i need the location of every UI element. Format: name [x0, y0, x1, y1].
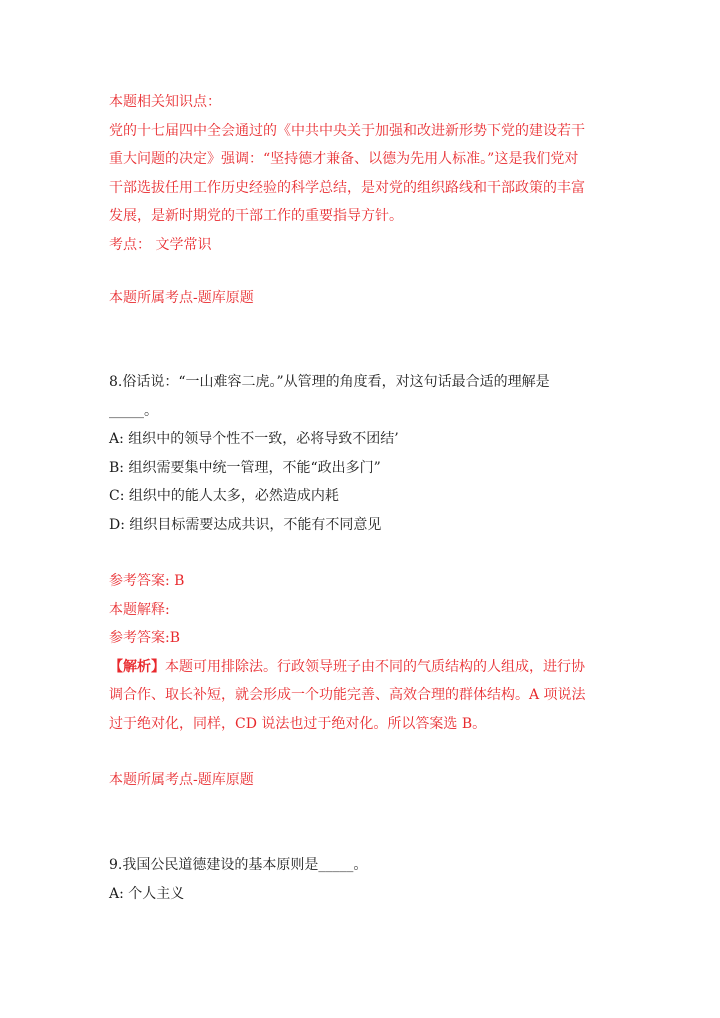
- analysis-tag: 【解析】: [109, 658, 165, 675]
- question-stem: 9.我国公民道德建设的基本原则是_____。: [109, 857, 368, 873]
- question-8: [109, 368, 621, 539]
- option-b: B: 组织需要集中统一管理，不能“政出多门”: [109, 459, 381, 476]
- knowledge-line: 发展，是新时期党的干部工作的重要指导方针。: [109, 208, 403, 224]
- stem-end: 。: [144, 402, 158, 419]
- answer-blank: _____: [318, 857, 354, 873]
- option-d: D: 组织目标需要达成共识，不能有不同意见: [109, 516, 382, 533]
- analysis-line: 过于绝对化，同样，CD 说法也过于绝对化。所以答案选 B。: [109, 715, 487, 732]
- source-tag: 本题所属考点-题库原题: [109, 290, 254, 306]
- q8-answer-section: [109, 567, 621, 738]
- knowledge-line: 重大问题的决定》强调：“坚持德才兼备、以德为先用人标准。”这是我们党对: [109, 151, 579, 167]
- question-stem-blank-line: [109, 397, 621, 426]
- stem-end: 。: [353, 857, 368, 873]
- option-c: C: 组织中的能人太多，必然造成内耗: [109, 488, 339, 504]
- knowledge-heading: 本题相关知识点：: [109, 94, 221, 110]
- explanation-heading: 本题解释:: [109, 601, 170, 618]
- analysis-line: 调合作、取长补短，就会形成一个功能完善、高效合理的群体结构。A 项说法: [109, 687, 586, 703]
- question-stem: 8.俗话说：“一山难容二虎。”从管理的角度看，对这句话最合适的理解是: [109, 374, 550, 390]
- kaodian-label: 考点： 文学常识: [109, 236, 212, 253]
- answer-blank: _____: [109, 402, 144, 419]
- question-9: [109, 851, 621, 908]
- option-a: A: 个人主义: [109, 885, 185, 902]
- knowledge-line: 党的十七届四中全会通过的《中共中央关于加强和改进新形势下党的建设若干: [109, 122, 585, 139]
- knowledge-section: [109, 88, 621, 259]
- reference-answer: 参考答案: B: [109, 573, 185, 589]
- option-a: A: 组织中的领导个性不一致，必将导致不团结’: [109, 431, 399, 447]
- reference-answer-2: 参考答案:B: [109, 630, 181, 646]
- source-tag: 本题所属考点-题库原题: [109, 772, 254, 788]
- knowledge-line: 干部选拔任用工作历史经验的科学总结，是对党的组织路线和干部政策的丰富: [109, 179, 585, 196]
- analysis-line: 【解析】本题可用排除法。行政领导班子由不同的气质结构的人组成，进行协: [109, 658, 585, 675]
